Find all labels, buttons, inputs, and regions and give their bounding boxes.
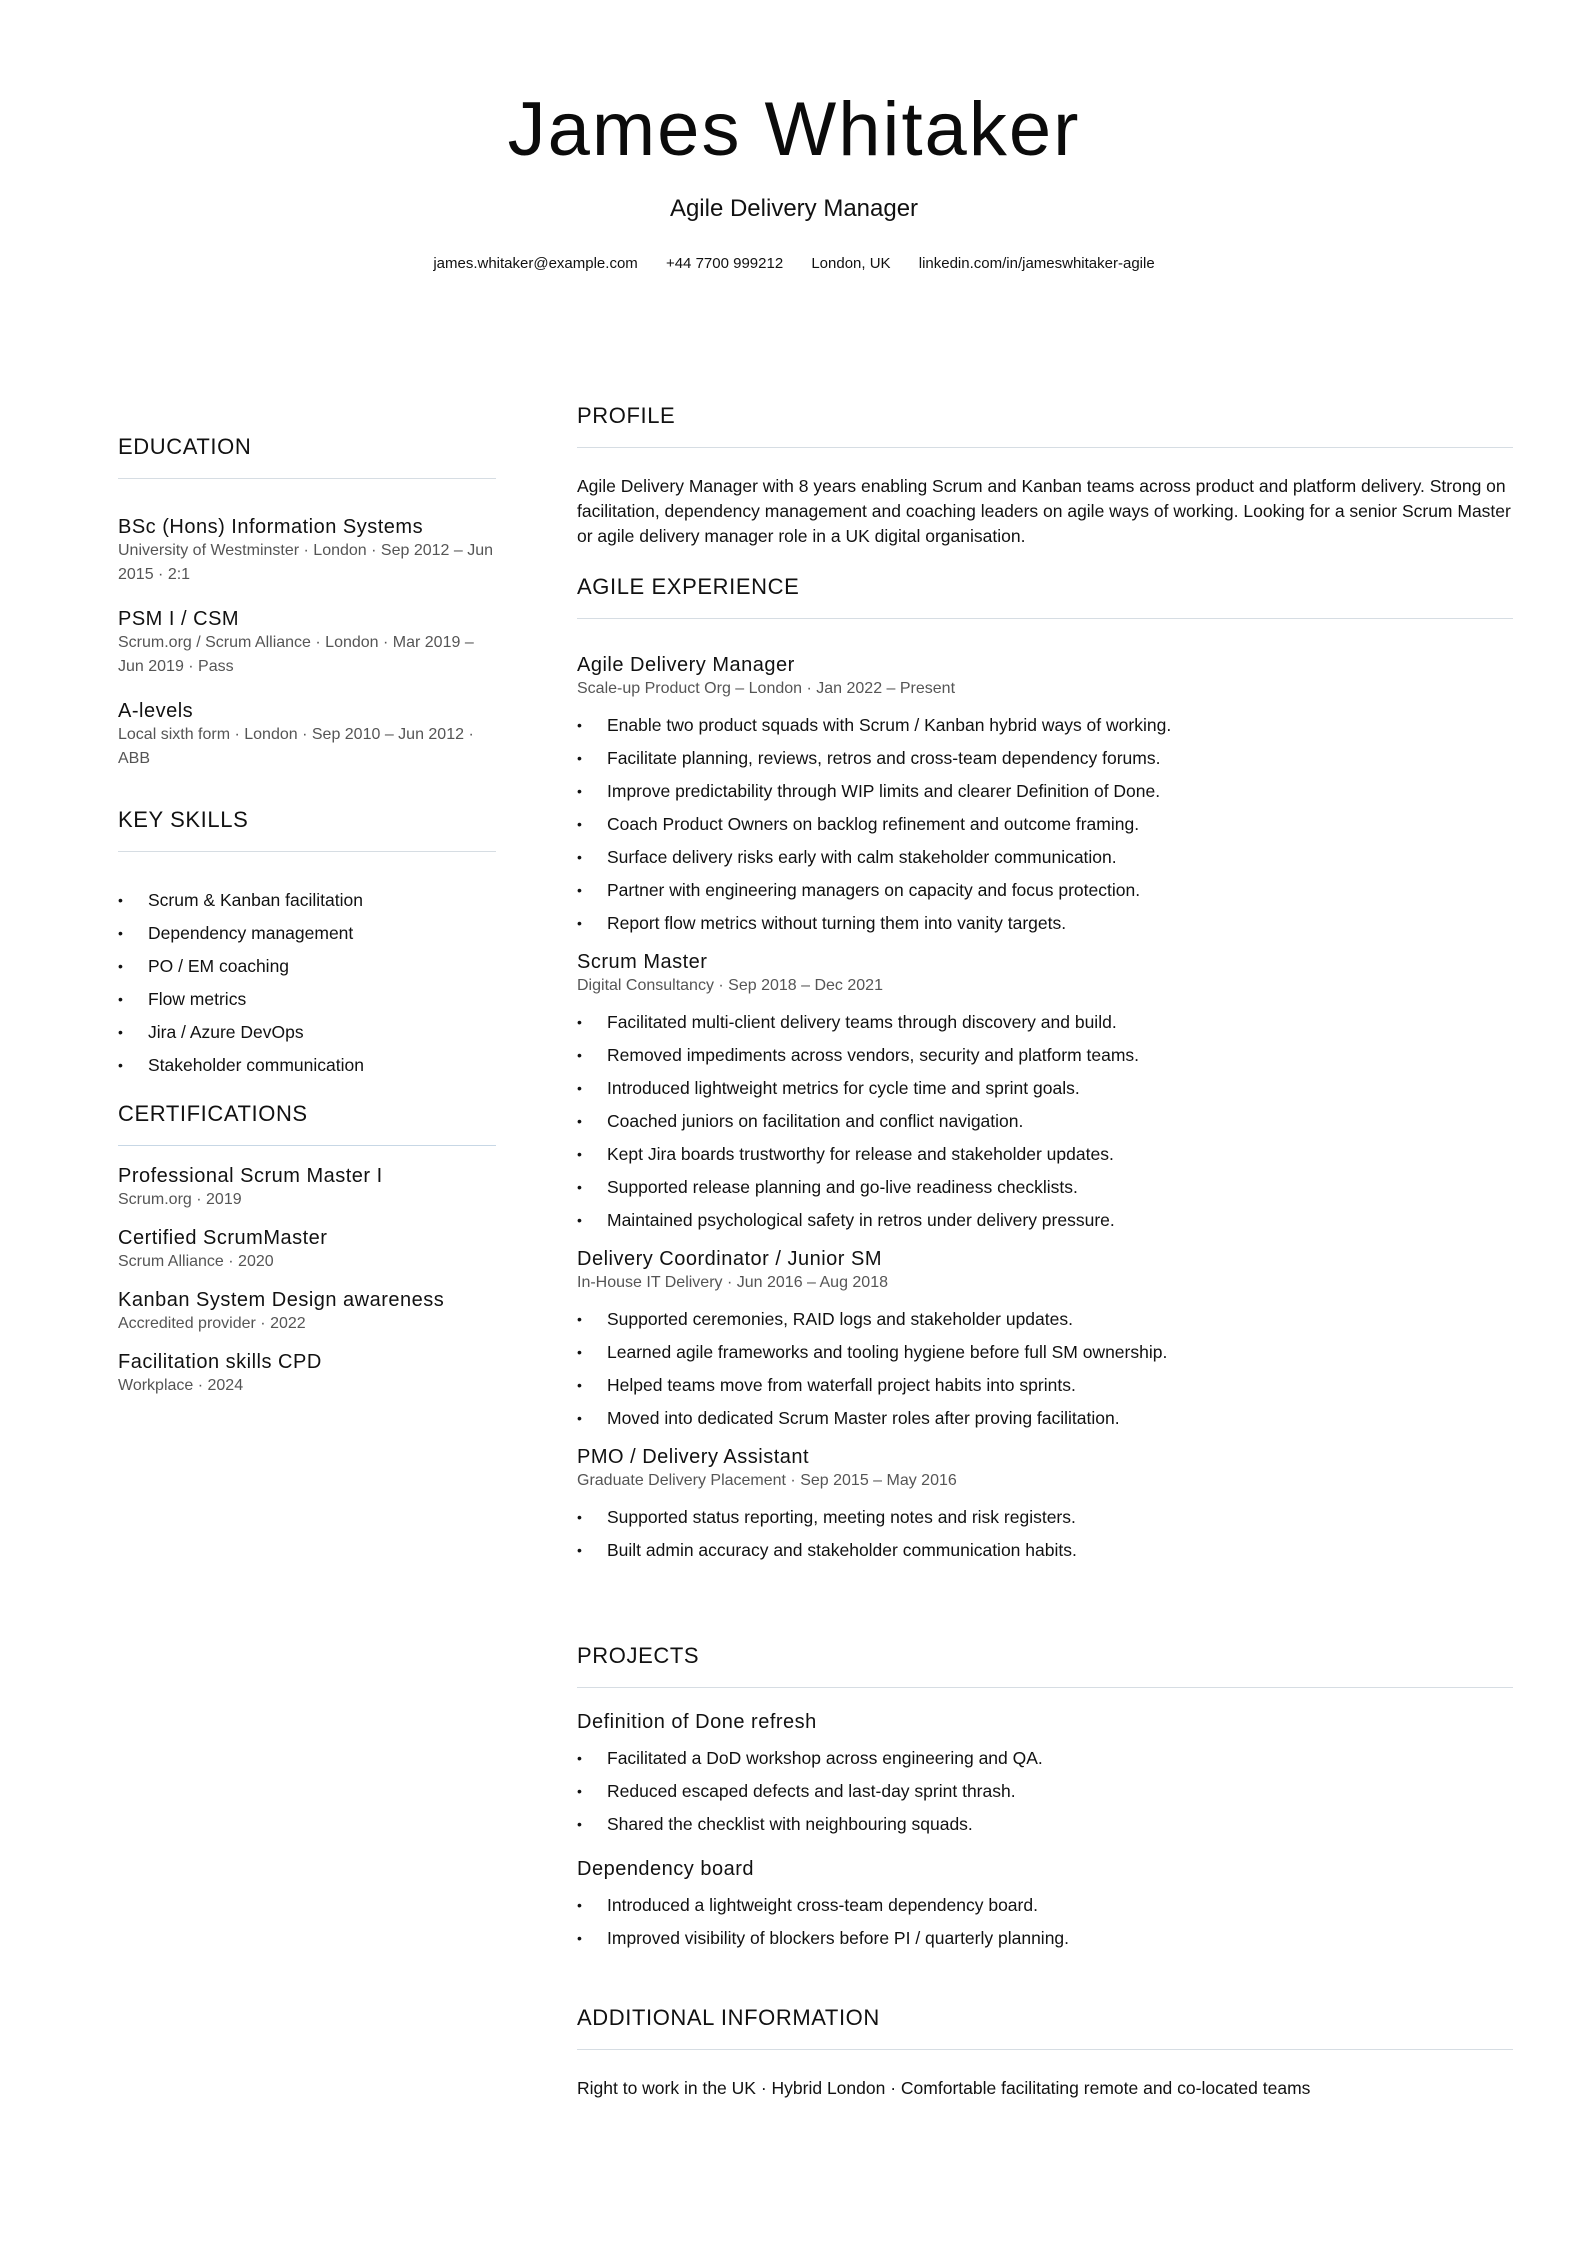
section-title: EDUCATION — [118, 436, 496, 479]
list-item: • Facilitate planning, reviews, retros and cross-team dependency forums. — [577, 742, 1513, 775]
list-item: • Improved visibility of blockers before PI / quarterly planning. — [577, 1922, 1513, 1955]
list-item: • Coached juniors on facilitation and conflict navigation. — [577, 1105, 1513, 1138]
contact-line — [0, 256, 1588, 271]
additional-text: Right to work in the UK · Hybrid London · Comfortable facilitating remote and co-located teams — [577, 2078, 1311, 2098]
project-bullets — [577, 1889, 1513, 1955]
certification-name: Facilitation skills CPD — [118, 1351, 322, 1373]
job-meta: In-House IT Delivery · Jun 2016 – Aug 2018 — [577, 1274, 888, 1291]
job-bullets — [577, 1501, 1513, 1567]
job-entry — [577, 653, 1513, 940]
additional-section — [577, 2007, 1513, 2101]
job-meta: Digital Consultancy · Sep 2018 – Dec 2021 — [577, 977, 883, 994]
list-item: • Facilitated a DoD workshop across engineering and QA. — [577, 1742, 1513, 1775]
certification-meta: Workplace · 2024 — [118, 1377, 244, 1394]
certification-meta: Scrum Alliance · 2020 — [118, 1253, 274, 1270]
section-title: CERTIFICATIONS — [118, 1103, 496, 1146]
job-meta: Scale-up Product Org – London · Jan 2022 – Present — [577, 680, 956, 697]
list-item: • Built admin accuracy and stakeholder communication habits. — [577, 1534, 1513, 1567]
project-bullets — [577, 1742, 1513, 1841]
section-title: AGILE EXPERIENCE — [577, 576, 1513, 619]
job-entry — [577, 1445, 1513, 1567]
list-item: • Supported ceremonies, RAID logs and stakeholder updates. — [577, 1303, 1513, 1336]
job-entry — [577, 1247, 1513, 1435]
education-degree: BSc (Hons) Information Systems — [118, 516, 424, 538]
education-section — [118, 436, 496, 771]
experience-section — [577, 576, 1513, 1567]
list-item: • Jira / Azure DevOps — [118, 1016, 496, 1049]
list-item: • Shared the checklist with neighbouring squads. — [577, 1808, 1513, 1841]
skills-list — [118, 884, 496, 1082]
certification-name: Kanban System Design awareness — [118, 1289, 445, 1311]
section-title: ADDITIONAL INFORMATION — [577, 2007, 1513, 2050]
education-degree: A-levels — [118, 700, 194, 722]
job-title: PMO / Delivery Assistant — [577, 1446, 810, 1468]
job-meta: Graduate Delivery Placement · Sep 2015 – May 2016 — [577, 1472, 957, 1489]
job-bullets — [577, 1006, 1513, 1237]
education-item — [118, 607, 496, 679]
contact-linkedin: linkedin.com/in/jameswhitaker-agile — [918, 255, 1155, 272]
candidate-role: Agile Delivery Manager — [669, 195, 919, 222]
list-item: • Report flow metrics without turning them into vanity targets. — [577, 907, 1513, 940]
project-entry — [577, 1710, 1513, 1841]
certifications-section — [118, 1103, 496, 1398]
certification-item — [118, 1350, 496, 1398]
list-item: • Helped teams move from waterfall project habits into sprints. — [577, 1369, 1513, 1402]
certification-name: Certified ScrumMaster — [118, 1227, 328, 1249]
candidate-name: James Whitaker — [507, 87, 1081, 172]
list-item: • Supported release planning and go-live readiness checklists. — [577, 1171, 1513, 1204]
job-title: Delivery Coordinator / Junior SM — [577, 1248, 882, 1270]
list-item: • Reduced escaped defects and last-day sprint thrash. — [577, 1775, 1513, 1808]
skills-section — [118, 809, 496, 1082]
section-title: PROFILE — [577, 405, 1513, 448]
list-item: • Kept Jira boards trustworthy for release and stakeholder updates. — [577, 1138, 1513, 1171]
certification-item — [118, 1164, 496, 1212]
list-item: • Maintained psychological safety in retros under delivery pressure. — [577, 1204, 1513, 1237]
projects-section — [577, 1645, 1513, 1955]
certification-item — [118, 1288, 496, 1336]
education-item — [118, 515, 496, 587]
certification-meta: Accredited provider · 2022 — [118, 1315, 306, 1332]
section-title: KEY SKILLS — [118, 809, 496, 852]
list-item: • Introduced lightweight metrics for cycle time and sprint goals. — [577, 1072, 1513, 1105]
list-item: • Removed impediments across vendors, security and platform teams. — [577, 1039, 1513, 1072]
certification-name: Professional Scrum Master I — [118, 1165, 383, 1187]
job-bullets — [577, 709, 1513, 940]
profile-section — [577, 405, 1513, 549]
education-item — [118, 699, 496, 771]
list-item: • Facilitated multi-client delivery teams through discovery and build. — [577, 1006, 1513, 1039]
certification-meta: Scrum.org · 2019 — [118, 1191, 242, 1208]
list-item: • Coach Product Owners on backlog refinement and outcome framing. — [577, 808, 1513, 841]
job-entry — [577, 950, 1513, 1237]
section-title: PROJECTS — [577, 1645, 1513, 1688]
project-entry — [577, 1857, 1513, 1955]
list-item: • Improve predictability through WIP limits and clearer Definition of Done. — [577, 775, 1513, 808]
project-title: Dependency board — [577, 1858, 755, 1880]
list-item: • Surface delivery risks early with calm stakeholder communication. — [577, 841, 1513, 874]
job-bullets — [577, 1303, 1513, 1435]
job-title: Scrum Master — [577, 951, 708, 973]
list-item: • Moved into dedicated Scrum Master roles after proving facilitation. — [577, 1402, 1513, 1435]
list-item: • Scrum & Kanban facilitation — [118, 884, 496, 917]
contact-email: james.whitaker@example.com — [433, 255, 638, 272]
contact-location: London, UK — [811, 255, 891, 272]
list-item: • Partner with engineering managers on capacity and focus protection. — [577, 874, 1513, 907]
list-item: • Supported status reporting, meeting notes and risk registers. — [577, 1501, 1513, 1534]
list-item: • PO / EM coaching — [118, 950, 496, 983]
list-item: • Dependency management — [118, 917, 496, 950]
job-title: Agile Delivery Manager — [577, 654, 795, 676]
project-title: Definition of Done refresh — [577, 1711, 817, 1733]
profile-summary: Agile Delivery Manager with 8 years enabling Scrum and Kanban teams across product and platform delivery. Strong on facilitation, dependency management and coaching leaders on agile ways of working. Looking for a senior Scrum Master or agile delivery manager role in a UK digital organisation. — [577, 476, 1511, 546]
certification-item — [118, 1226, 496, 1274]
list-item: • Learned agile frameworks and tooling hygiene before full SM ownership. — [577, 1336, 1513, 1369]
list-item: • Stakeholder communication — [118, 1049, 496, 1082]
list-item: • Flow metrics — [118, 983, 496, 1016]
education-meta: Local sixth form · London · Sep 2010 – Jun 2012 · ABB — [118, 726, 474, 767]
education-degree: PSM I / CSM — [118, 608, 240, 630]
list-item: • Introduced a lightweight cross-team dependency board. — [577, 1889, 1513, 1922]
education-meta: Scrum.org / Scrum Alliance · London · Mar 2019 – Jun 2019 · Pass — [118, 634, 474, 675]
contact-phone: +44 7700 999212 — [665, 255, 784, 272]
list-item: • Enable two product squads with Scrum / Kanban hybrid ways of working. — [577, 709, 1513, 742]
education-meta: University of Westminster · London · Sep 2012 – Jun 2015 · 2:1 — [118, 542, 493, 583]
